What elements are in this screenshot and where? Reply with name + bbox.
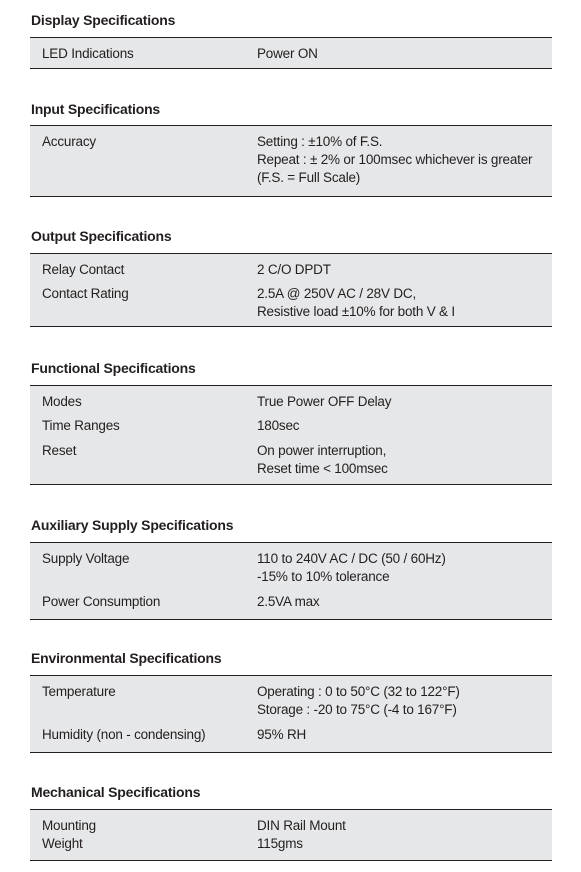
spec-table: [30, 253, 552, 327]
spec-label: Mounting: [42, 818, 96, 833]
spec-value: 180sec: [257, 418, 300, 433]
section-title: Display Specifications: [31, 12, 176, 28]
spec-value: Setting : ±10% of F.S. Repeat : ± 2% or 100msec whichever is greater (F.S. = Full Scale): [257, 134, 533, 185]
section-title: Auxiliary Supply Specifications: [31, 517, 234, 533]
spec-value: 110 to 240V AC / DC (50 / 60Hz) -15% to 10% tolerance: [257, 551, 446, 584]
spec-value: Operating : 0 to 50°C (32 to 122°F) Storage : -20 to 75°C (-4 to 167°F): [257, 684, 460, 717]
spec-value: 115gms: [257, 836, 303, 851]
spec-label: Supply Voltage: [42, 551, 130, 566]
spec-value: 95% RH: [257, 727, 307, 742]
spec-value: True Power OFF Delay: [257, 394, 392, 409]
spec-table: [30, 37, 552, 69]
section-title: Environmental Specifications: [31, 650, 222, 666]
section-title: Input Specifications: [31, 101, 161, 117]
spec-label: Humidity (non - condensing): [42, 727, 206, 742]
section-title: Mechanical Specifications: [31, 784, 201, 800]
section-title: Functional Specifications: [31, 360, 196, 376]
spec-label: Power Consumption: [42, 594, 161, 609]
section-title: Output Specifications: [31, 228, 172, 244]
spec-label: Time Ranges: [42, 418, 120, 433]
spec-label: Modes: [42, 394, 82, 409]
spec-label: Accuracy: [42, 134, 96, 149]
spec-label: LED Indications: [42, 46, 134, 61]
spec-table: [30, 675, 552, 753]
spec-value: Power ON: [257, 46, 318, 61]
spec-value: 2.5A @ 250V AC / 28V DC, Resistive load ±10% for both V & I: [257, 286, 455, 319]
spec-label: Contact Rating: [42, 286, 129, 301]
spec-label: Temperature: [42, 684, 116, 699]
spec-table: [30, 385, 552, 485]
spec-table: [30, 542, 552, 620]
spec-value: On power interruption, Reset time < 100msec: [257, 443, 388, 476]
spec-label: Reset: [42, 443, 77, 458]
spec-table: [30, 809, 552, 861]
spec-label: Weight: [42, 836, 83, 851]
spec-value: 2 C/O DPDT: [257, 262, 331, 277]
spec-label: Relay Contact: [42, 262, 125, 277]
spec-value: DIN Rail Mount: [257, 818, 346, 833]
spec-value: 2.5VA max: [257, 594, 320, 609]
spec-table: [30, 125, 552, 197]
